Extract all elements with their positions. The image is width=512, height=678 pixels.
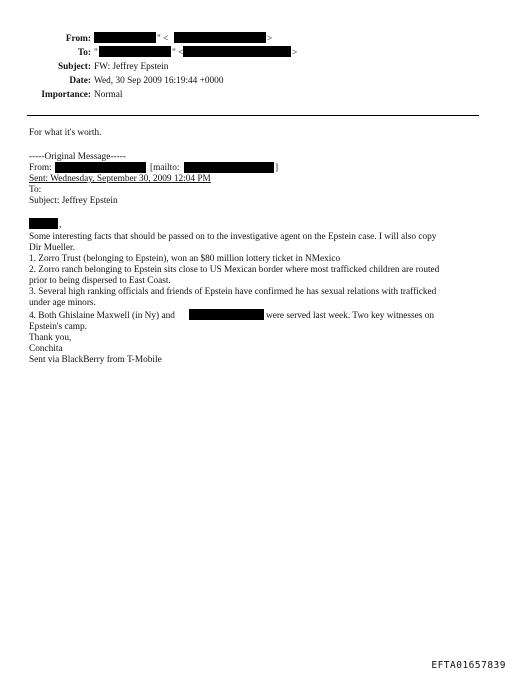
- to-prefix: ": [94, 48, 98, 58]
- from-email-redaction: [174, 32, 266, 43]
- from-separator: " <: [157, 34, 169, 44]
- item4-redaction: [189, 309, 264, 320]
- from-name-redaction: [94, 32, 156, 43]
- original-mailto-redaction: [184, 162, 274, 173]
- closing-name: Conchita: [29, 344, 63, 354]
- importance-value: Normal: [94, 90, 123, 100]
- original-from-redaction: [55, 162, 146, 173]
- original-mailto: [mailto:: [150, 163, 180, 173]
- closing-thanks: Thank you,: [29, 333, 72, 343]
- from-end: >: [267, 34, 273, 44]
- to-separator: " <: [172, 48, 184, 58]
- subject-label: Subject:: [57, 62, 91, 72]
- original-to: To:: [29, 185, 42, 195]
- date-label: Date:: [69, 76, 91, 86]
- to-email-redaction: [183, 46, 291, 57]
- body-line: Dir Mueller.: [29, 243, 75, 253]
- original-sent: Sent: Wednesday, September 30, 2009 12:04 PM: [29, 174, 211, 184]
- from-label: From:: [65, 34, 91, 44]
- item4-continued: Epstein's camp.: [29, 322, 87, 332]
- body-line: Some interesting facts that should be passed on to the investigative agent on the Epstein case. I will also copy: [29, 232, 437, 242]
- date-value: Wed, 30 Sep 2009 16:19:44 +0000: [94, 76, 224, 86]
- closing-signature: Sent via BlackBerry from T-Mobile: [29, 355, 162, 365]
- original-subject: Subject: Jeffrey Epstein: [29, 196, 118, 206]
- original-mailto-end: ]: [275, 163, 279, 173]
- item4-start: 4. Both Ghislaine Maxwell (in Ny) and: [29, 311, 175, 321]
- item4-end: were served last week. Two key witnesses on: [266, 311, 435, 321]
- original-message-marker: -----Original Message-----: [29, 152, 126, 162]
- body-line: 3. Several high ranking officials and friends of Epstein have confirmed he has sexual relations with trafficked: [29, 287, 437, 297]
- header-divider: [27, 115, 479, 116]
- importance-label: Importance:: [41, 90, 91, 100]
- bates-stamp: EFTA01657839: [431, 659, 506, 671]
- body-line: 2. Zorro ranch belonging to Epstein sits close to US Mexican border where most trafficked children are routed: [29, 265, 440, 275]
- to-name-redaction: [99, 46, 171, 57]
- original-from-label: From:: [29, 163, 52, 173]
- body-line: under age minors.: [29, 298, 96, 308]
- greeting-redaction: [29, 218, 58, 229]
- greeting-comma: ,: [59, 220, 62, 230]
- to-label: To:: [77, 48, 91, 58]
- to-end: >: [292, 48, 298, 58]
- intro-line: For what it's worth.: [29, 128, 102, 138]
- body-line: prior to being dispersed to East Coast.: [29, 276, 171, 286]
- body-line: 1. Zorro Trust (belonging to Epstein), won an $80 million lottery ticket in NMexico: [29, 254, 341, 264]
- subject-value: FW: Jeffrey Epstein: [94, 62, 169, 72]
